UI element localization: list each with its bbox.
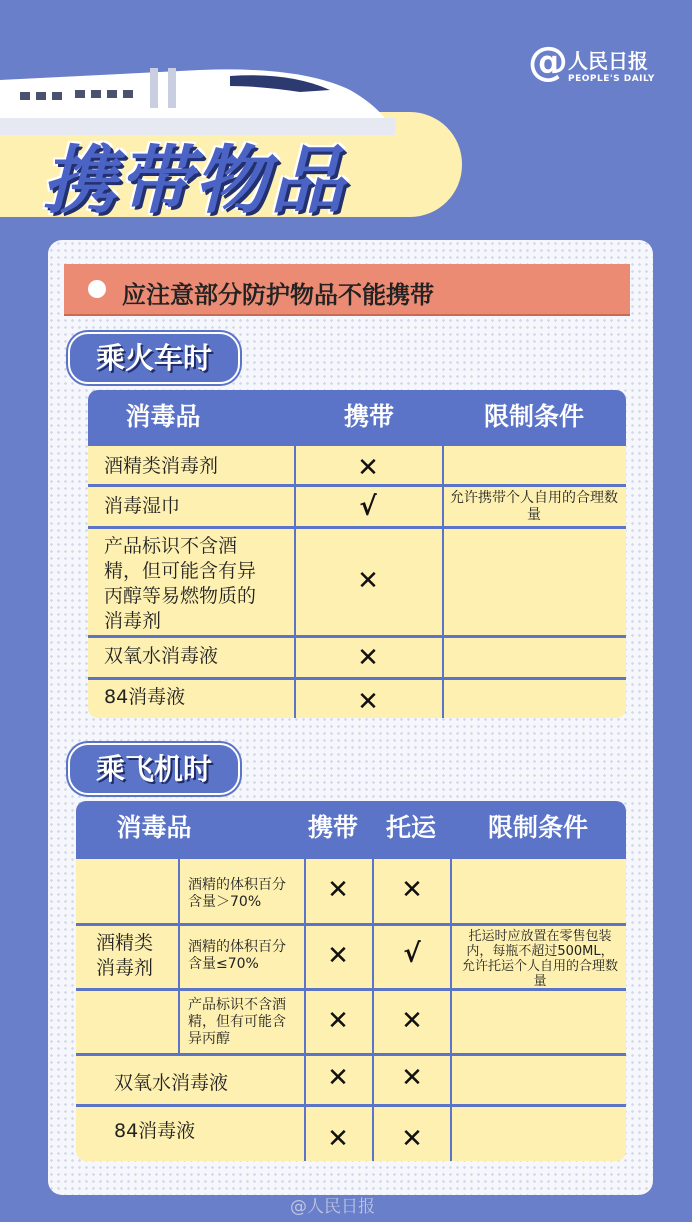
cross-icon: ✕ [327, 1006, 349, 1036]
cross-icon: ✕ [401, 1124, 423, 1154]
table-row: 酒精类消毒剂 [104, 455, 219, 477]
condition-text: 托运时应放置在零售包装内，每瓶不超过500ML，允许托运个人自用的合理数量 [461, 929, 618, 989]
header-condition: 限制条件 [483, 402, 584, 431]
cross-icon: ✕ [327, 875, 349, 905]
plane-table [76, 801, 626, 1161]
table-row: 酒精的体积百分含量＞70% [188, 877, 286, 910]
header-item: 消毒品 [125, 402, 201, 431]
train-table [88, 390, 626, 718]
notice-bar [64, 264, 630, 314]
train-table-header [88, 390, 626, 446]
header-carry: 携带 [343, 402, 394, 431]
condition-text: 允许携带个人自用的合理数量 [450, 490, 618, 523]
cross-icon: ✕ [327, 1124, 349, 1154]
logo-name: 人民日报 [568, 49, 648, 73]
table-row: 产品标识不含酒精，但可能含有异丙醇等易燃物质的消毒剂 [104, 535, 257, 632]
header-checked: 托运 [385, 813, 436, 842]
cross-icon: ✕ [327, 941, 349, 971]
cross-icon: ✕ [357, 566, 379, 596]
cross-icon: ✕ [327, 1063, 349, 1093]
notice-text: 应注意部分防护物品不能携带 [122, 281, 434, 309]
cross-icon: ✕ [357, 687, 379, 717]
section-label-plane: 乘飞机时 [68, 743, 240, 795]
header-condition: 限制条件 [487, 813, 588, 842]
table-row: 双氧水消毒液 [114, 1072, 229, 1094]
group-label: 酒精类消毒剂 [96, 932, 154, 979]
plane-table-header [76, 801, 626, 859]
cross-icon: ✕ [401, 1006, 423, 1036]
check-icon: √ [359, 492, 377, 522]
content-card [48, 240, 653, 1195]
cross-icon: ✕ [401, 1063, 423, 1093]
table-row: 产品标识不含酒精，但有可能含异丙醇 [188, 997, 286, 1047]
header-item: 消毒品 [116, 813, 192, 842]
section-label-train: 乘火车时 [68, 332, 240, 384]
bullet-icon [88, 280, 106, 298]
table-row: 酒精的体积百分含量≤70% [188, 939, 286, 972]
cross-icon: ✕ [401, 875, 423, 905]
page-title: 携带物品 [42, 138, 346, 224]
table-row: 84消毒液 [114, 1120, 196, 1142]
at-icon: @ [528, 39, 568, 85]
logo-subtitle: PEOPLE'S DAILY [568, 74, 655, 84]
check-icon: √ [403, 939, 421, 969]
weibo-watermark: @人民日报 [290, 1197, 375, 1217]
table-row: 消毒湿巾 [104, 495, 181, 517]
table-row: 双氧水消毒液 [104, 645, 219, 667]
cross-icon: ✕ [357, 453, 379, 483]
cross-icon: ✕ [357, 643, 379, 673]
header-carry: 携带 [307, 813, 358, 842]
table-row: 84消毒液 [104, 686, 186, 708]
